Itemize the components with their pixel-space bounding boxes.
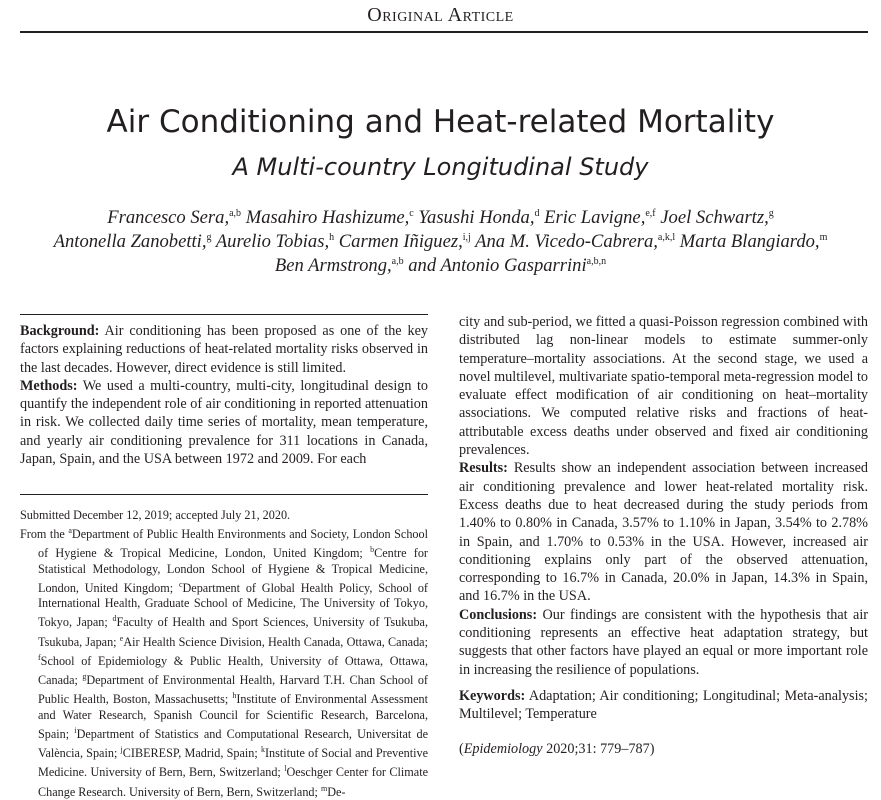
author-affiliation-mark: e,f (645, 207, 656, 219)
author-affiliation-mark: d (534, 207, 540, 219)
author (680, 231, 828, 252)
author-name: Joel Schwartz, (660, 207, 769, 228)
affiliations (20, 523, 428, 800)
keywords-text: Adaptation; Air conditioning; Longitudinal; Meta-analysis; Multilevel; Temperature (459, 687, 868, 723)
author-affiliation-mark: a,b (391, 255, 404, 267)
author-line (12, 254, 869, 278)
affiliation-mark: k (260, 745, 265, 755)
methods-label: Methods: (20, 377, 78, 394)
author (246, 207, 414, 228)
affiliation-mark: l (284, 764, 287, 774)
author-name: Carmen Iñiguez, (338, 231, 463, 252)
abstract-conclusions (459, 606, 868, 679)
affiliation-mark: c (178, 579, 183, 589)
author (544, 207, 656, 228)
affiliation-text: School of Epidemiology & Public Health, University of Ottawa, Ottawa, Canada; (38, 654, 428, 688)
submission-note: Submitted December 12, 2019; accepted July 21, 2020. (20, 508, 291, 522)
author-list (12, 206, 869, 278)
keywords (459, 687, 868, 724)
author (408, 255, 606, 276)
author-affiliation-mark: h (329, 231, 335, 243)
affiliation-text: Institute of Environmental Assessment and Water Research, Spanish Council for Scientific Research, Barcelona, Spain; (38, 692, 429, 741)
affiliation-mark: d (112, 614, 117, 624)
affiliation-mark: f (38, 652, 41, 662)
author-name: Marta Blangiardo, (679, 231, 820, 252)
author-name: Aurelio Tobias, (215, 231, 330, 252)
footnotes (20, 508, 428, 800)
affiliation-text: Department of Global Health Policy, School of International Health, Graduate School of Medicine, The University of Tokyo, Tokyo, Japan; (38, 581, 428, 630)
author-name: Ana M. Vicedo-Cabrera, (475, 231, 658, 252)
author-name: Eric Lavigne, (544, 207, 646, 228)
abstract-column-left (20, 322, 428, 468)
affiliation-text: Air Health Science Division, Health Canada, Ottawa, Canada; (123, 634, 428, 649)
affiliation-mark: i (74, 725, 77, 735)
results-label: Results: (459, 460, 508, 477)
section-label: Original Article (367, 4, 514, 26)
author-line (12, 230, 869, 254)
results-text: Results show an independent association between increased air conditioning prevalence and lower heat-related mortality risk. Excess deaths due to heat decreased during the study periods from 1.40% to 0.80% in Canada, 3.57% to 1.10% in Japan, 3.54% to 2.78% in Spain, and 1.70% to 0.53% in the USA. However, increased air conditioning explains only part of the observed attenuation, corresponding to 16.7% in Canada, 20.0% in Japan, 14.3% in Spain, and 16.7% in the USA. (459, 460, 868, 605)
author (216, 231, 334, 252)
author-affiliation-mark: g (768, 207, 774, 219)
author (275, 255, 404, 276)
affiliation-mark: b (370, 545, 375, 555)
affiliation-text: CIBERESP, Madrid, Spain; (122, 746, 261, 761)
affiliation-text: Oeschger Center for Climate Change Research. University of Bern, Bern, Switzerland; (38, 765, 428, 799)
affiliation-text: De- (327, 784, 346, 799)
author-affiliation-mark: a,b,n (586, 255, 607, 267)
author-affiliation-mark: i,j (462, 231, 471, 243)
journal-name: Epidemiology (463, 741, 543, 757)
background-text: Air conditioning has been proposed as one of the key factors explaining reductions of heat-related mortality risks observed in the last decades. However, direct evidence is still limited. (20, 323, 429, 376)
affiliation-text: Faculty of Health and Sport Sciences, University of Tsukuba, Tsukuba, Japan; (38, 615, 428, 649)
abstract-results (459, 459, 868, 605)
affiliation-text: Centre for Statistical Methodology, London School of Hygiene & Tropical Medicine, London, United Kingdom; (38, 546, 428, 595)
abstract-column-right (459, 313, 868, 724)
affiliation-mark: j (120, 745, 123, 755)
author-name: Antonella Zanobetti, (53, 231, 207, 252)
author-affiliation-mark: g (206, 231, 212, 243)
author (339, 231, 471, 252)
abstract-background (20, 322, 428, 377)
author-name: and Antonio Gasparrini (408, 255, 587, 276)
affiliation-text: Department of Statistics and Computational Research, Universitat de València, Spain; (38, 727, 428, 761)
affiliation-mark: e (119, 633, 124, 643)
citation-details: 2020;31: 779–787) (542, 741, 655, 757)
affiliation-text: Department of Environmental Health, Harvard T.H. Chan School of Public Health, Boston, Massachusetts; (38, 673, 428, 707)
abstract-methods (20, 377, 428, 468)
author-line (12, 206, 869, 230)
author-name: Ben Armstrong, (274, 255, 392, 276)
author-affiliation-mark: a,b (229, 207, 242, 219)
author-affiliation-mark: c (409, 207, 414, 219)
conclusions-label: Conclusions: (459, 606, 538, 623)
affiliation-mark: g (82, 672, 87, 682)
author (418, 207, 539, 228)
author-name: Francesco Sera, (107, 207, 230, 228)
citation: (Epidemiology 2020;31: 779–787) (459, 741, 655, 757)
methods-text: We used a multi-country, multi-city, longitudinal design to quantify the independent role of air conditioning in reported attenuation in risk. We collected daily time series of mortality, mean temperature, and yearly air conditioning prevalence for 311 locations in Canada, Japan, Spain, and the USA between 1972 and 2009. For each (20, 377, 428, 468)
affiliation-text: Institute of Social and Preventive Medicine. University of Bern, Bern, Switzerland; (38, 746, 428, 780)
conclusions-text: Our findings are consistent with the hypothesis that air conditioning represents an effective heat adaptation strategy, but suggests that other factors have played an equal or more important role in increasing the resilience of populations. (459, 606, 869, 678)
author (54, 231, 212, 252)
author-affiliation-mark: m (819, 231, 828, 243)
affiliation-mark: a (68, 526, 72, 536)
author-name: Masahiro Hashizume, (245, 207, 410, 228)
abstract-top-rule (20, 314, 428, 315)
footnote-rule (20, 494, 428, 495)
header-rule (20, 31, 868, 33)
methods-continued: city and sub-period, we fitted a quasi-Poisson regression combined with distributed lag non-linear models to estimate summer-only temperature–mortality associations. At the second stage, we used a novel multilevel, multivariate spatio-temporal meta-regression model to evaluate effect modification of air conditioning on heat–mortality associations. We computed relative risks and fractions of heat-attributable excess deaths under observed and fixed air conditioning prevalences. (459, 314, 868, 459)
author-affiliation-mark: a,k,l (657, 231, 676, 243)
keywords-label: Keywords: (459, 687, 526, 704)
article-title: Air Conditioning and Heat-related Mortality (106, 104, 775, 140)
author-name: Yasushi Honda, (418, 207, 535, 228)
author (475, 231, 675, 252)
affiliation-mark: h (232, 691, 237, 701)
background-label: Background: (20, 323, 100, 339)
affiliation-text: From the (20, 527, 69, 542)
affiliation-mark: m (320, 783, 328, 793)
article-subtitle: A Multi-country Longitudinal Study (232, 153, 649, 181)
author (107, 207, 241, 228)
author (660, 207, 773, 228)
affiliation-text: Department of Public Health Environments and Society, London School of Hygiene & Tropical Medicine, London, United Kingdom; (38, 527, 428, 561)
